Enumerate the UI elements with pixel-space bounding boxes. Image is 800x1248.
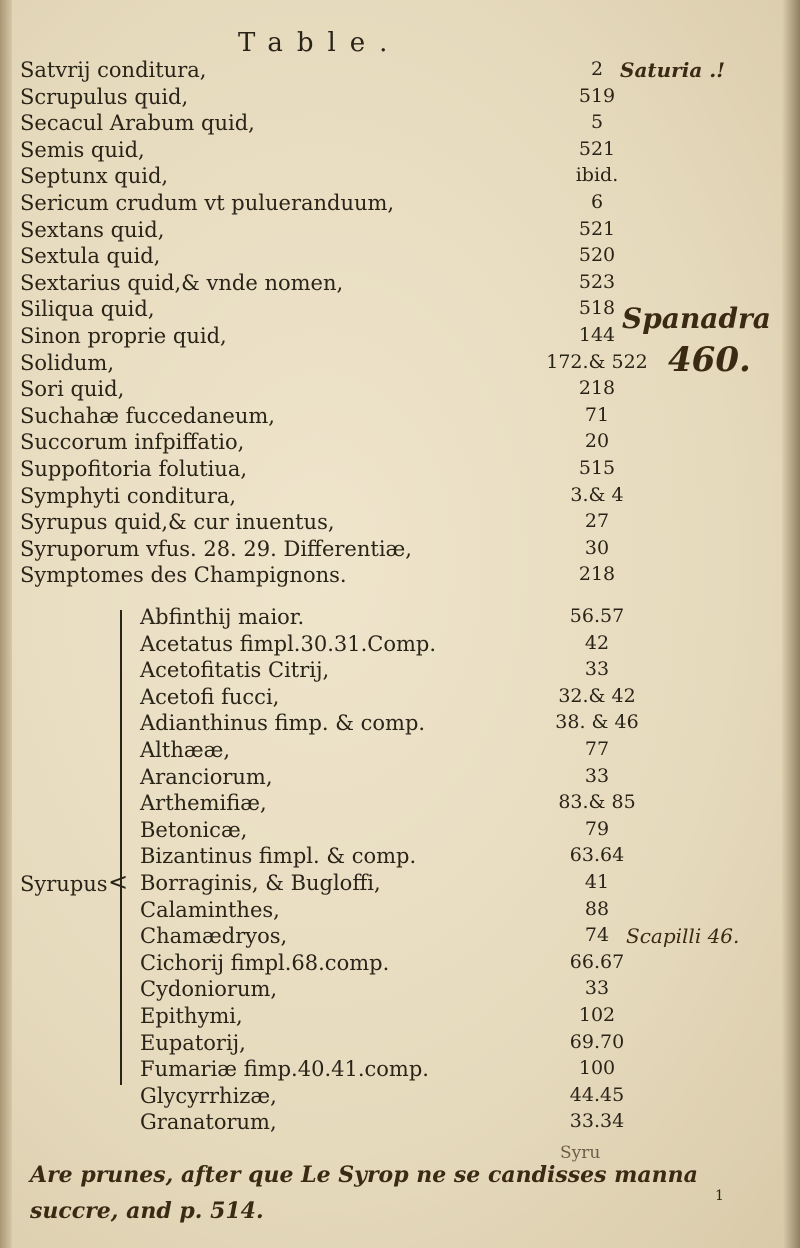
handwritten-note-1: Saturia .! (620, 58, 725, 82)
entry-label: Sinon proprie quid, (20, 324, 227, 348)
entry-label: Siliqua quid, (20, 297, 155, 322)
index-entry (0, 297, 700, 323)
entry-page: 102 (578, 1004, 616, 1026)
entry-page: 56.57 (569, 605, 625, 627)
entry-label: Symptomes des Champignons. (20, 563, 347, 588)
index-entry (0, 58, 700, 84)
handwritten-note-6: succre, and p. 514. (30, 1198, 264, 1224)
syrupus-entry (0, 1110, 700, 1136)
index-entry (0, 191, 700, 217)
entry-label: Acetofi fucci, (140, 684, 280, 709)
entry-label: Secacul Arabum quid, (20, 111, 255, 136)
index-entry (0, 563, 700, 589)
entry-label: Calaminthes, (140, 897, 280, 922)
entry-label: Epithymi, (140, 1004, 243, 1028)
entry-page: 521 (578, 137, 616, 160)
entry-page: 20 (584, 430, 610, 453)
entry-page: 6 (590, 191, 604, 213)
entry-label: Abfinthij maior. (140, 605, 305, 629)
entry-label: Acetofitatis Citrij, (140, 658, 330, 683)
handwritten-note-2: Spanadra (622, 302, 771, 335)
entry-label: Glycyrrhizæ, (140, 1083, 277, 1108)
entry-label: Satvrij conditura, (20, 58, 207, 82)
index-entry (0, 457, 700, 483)
entry-page: 83.& 85 (558, 791, 636, 814)
entry-label: Aranciorum, (140, 764, 273, 789)
entry-page: 33.34 (569, 1110, 625, 1133)
entry-page: 38. & 46 (555, 711, 639, 734)
entry-label: Sextarius quid,& vnde nomen, (20, 270, 344, 295)
entry-page: 27 (584, 510, 610, 533)
entry-label: Sericum crudum vt pulueranduum, (20, 191, 395, 215)
index-entry (0, 138, 700, 164)
syrupus-entry (0, 1084, 700, 1110)
entry-label: Arthemifiæ, (140, 791, 267, 816)
entry-page: 33 (584, 658, 610, 681)
entry-label: Septunx quid, (20, 164, 169, 189)
handwritten-note-5: Are prunes, after que Le Syrop ne se candisses manna (30, 1162, 698, 1188)
entry-label: Semis quid, (20, 137, 145, 162)
entry-label: Granatorum, (140, 1110, 277, 1135)
entry-page: 100 (578, 1057, 616, 1080)
entry-label: Chamædryos, (140, 924, 288, 949)
entry-page: 79 (584, 817, 610, 840)
syrupus-entry (0, 951, 700, 977)
entry-label: Eupatorij, (140, 1030, 246, 1055)
syrupus-entry (0, 844, 700, 870)
entry-page: 520 (578, 244, 616, 267)
entry-page: 218 (578, 563, 616, 586)
entry-label: Bizantinus fimpl. & comp. (140, 844, 417, 869)
entry-page: 69.70 (569, 1030, 625, 1053)
catchword: Syru (560, 1143, 601, 1163)
entry-page: 77 (584, 738, 610, 760)
entry-page: 88 (584, 897, 610, 920)
entry-label: Betonicæ, (140, 817, 248, 842)
signature-mark: 1 (715, 1188, 724, 1204)
index-entry (0, 537, 700, 563)
entry-label: Cydoniorum, (140, 977, 278, 1002)
entry-label: Solidum, (20, 350, 115, 375)
handwritten-note-4: Scapilli 46. (626, 924, 740, 948)
syrupus-entry (0, 871, 700, 897)
index-entry (0, 510, 700, 536)
index-entry (0, 377, 700, 403)
entry-page: 42 (584, 631, 610, 654)
entry-page: 71 (584, 403, 610, 426)
entry-page: ibid. (575, 164, 619, 187)
syrupus-entry (0, 791, 700, 817)
entry-page: 44.45 (569, 1083, 625, 1106)
page-header: Table. (238, 28, 402, 58)
entry-page: 172.& 522 (546, 350, 648, 373)
entry-label: Sextans quid, (20, 217, 165, 242)
syrupus-entry (0, 658, 700, 684)
entry-page: 515 (578, 457, 616, 479)
entry-page: 518 (578, 297, 616, 320)
index-entry (0, 430, 700, 456)
entry-page: 5 (590, 111, 604, 134)
entry-label: Succorum infpiffatio, (20, 430, 245, 455)
syrupus-entry (0, 898, 700, 924)
index-entry (0, 351, 700, 377)
syrupus-entry (0, 818, 700, 844)
index-entry (0, 164, 700, 190)
syrupus-entry (0, 738, 700, 764)
syrupus-entry (0, 711, 700, 737)
entry-label: Cichorij fimpl.68.comp. (140, 950, 390, 975)
syrupus-entry (0, 1031, 700, 1057)
entry-page: 523 (578, 270, 616, 293)
syrupus-entry (0, 924, 700, 950)
index-entry (0, 404, 700, 430)
index-entry (0, 484, 700, 510)
entry-page: 218 (578, 377, 616, 400)
entry-label: Sori quid, (20, 377, 125, 402)
entry-page: 63.64 (569, 844, 625, 867)
entry-page: 74 (584, 924, 610, 947)
entry-label: Fumariæ fimp.40.41.comp. (140, 1057, 429, 1082)
entry-label: Suchahæ fuccedaneum, (20, 403, 275, 428)
syrupus-entry (0, 1057, 700, 1083)
entry-label: Adianthinus fimp. & comp. (140, 711, 426, 736)
entry-label: Symphyti conditura, (20, 483, 237, 508)
syrupus-entry (0, 685, 700, 711)
entry-page: 2 (590, 58, 604, 80)
index-entry (0, 218, 700, 244)
syrupus-entry (0, 605, 700, 631)
entry-label: Suppofitoria folutiua, (20, 457, 248, 481)
syrupus-entry (0, 632, 700, 658)
index-entry (0, 85, 700, 111)
entry-page: 519 (578, 84, 616, 107)
brace-mark: < (108, 868, 129, 896)
index-entry (0, 111, 700, 137)
entry-page: 33 (584, 764, 610, 787)
syrupus-entry (0, 977, 700, 1003)
index-entry (0, 244, 700, 270)
index-entry (0, 324, 700, 350)
entry-label: Scrupulus quid, (20, 84, 189, 109)
entry-page: 3.& 4 (570, 483, 624, 506)
entry-label: Althææ, (140, 738, 230, 762)
entry-page: 41 (584, 871, 610, 893)
entry-page: 521 (578, 217, 616, 240)
entry-page: 33 (584, 977, 610, 1000)
entry-label: Borraginis, & Bugloffi, (140, 871, 381, 895)
entry-label: Syrupus quid,& cur inuentus, (20, 510, 335, 535)
syrupus-entry (0, 765, 700, 791)
entry-page: 32.& 42 (558, 684, 636, 707)
entry-label: Sextula quid, (20, 244, 161, 269)
page-edge (782, 0, 800, 1248)
syrupus-label: Syrupus (20, 872, 108, 896)
entry-page: 66.67 (569, 950, 625, 973)
syrupus-entry (0, 1004, 700, 1030)
index-entry (0, 271, 700, 297)
entry-label: Acetatus fimpl.30.31.Comp. (140, 631, 437, 656)
entry-page: 30 (584, 536, 610, 559)
handwritten-note-3: 460. (668, 340, 751, 380)
entry-page: 144 (578, 324, 616, 346)
entry-label: Syruporum vfus. 28. 29. Differentiæ, (20, 536, 412, 561)
